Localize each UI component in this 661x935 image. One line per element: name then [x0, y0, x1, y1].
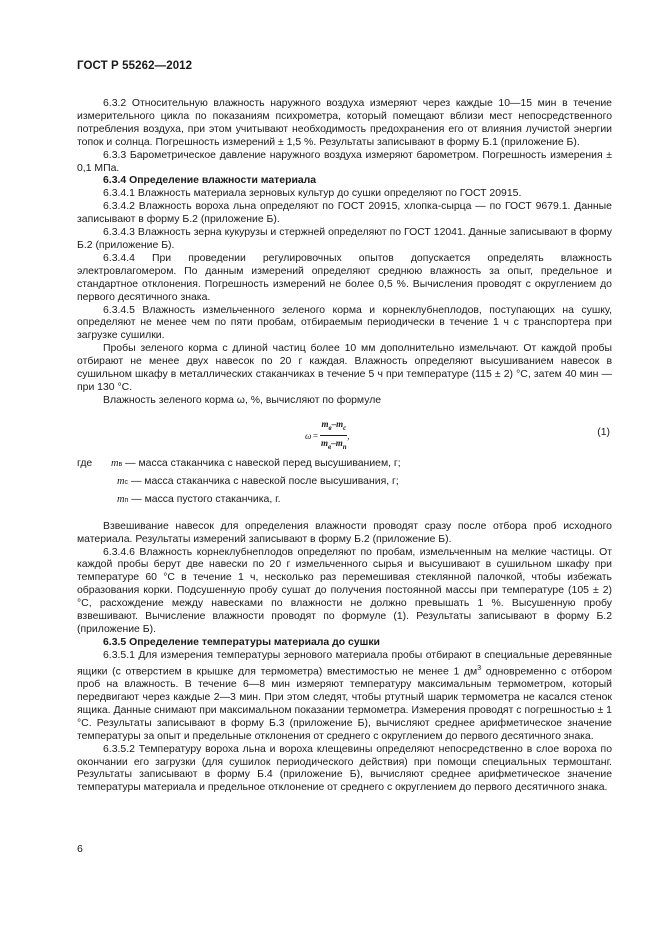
- formula-equals: =: [312, 430, 319, 441]
- section-heading: 6.3.4 Определение влажности материала: [103, 175, 317, 187]
- where-item: m с — масса стаканчика с навеской после высушивания, г;: [117, 475, 399, 487]
- running-header: ГОСТ Р 55262—2012: [77, 60, 193, 72]
- paragraph: Пробы зеленого корма с длиной частиц более 10 мм дополнительно измельчают. От каждой пробы отбирают не менее двух навесок по 20 г каждая. Влажность определяют высушиванием навесок в сушильном шкафу в металлических стаканчиках в течение 5 ч при температуре (115 ± 2) °С, затем 40 мин — при 130 °С.: [77, 343, 612, 393]
- paragraph: 6.3.2 Относительную влажность наружного воздуха измеряют через каждые 10—15 мин в течение измерительного цикла по показаниям психрометра, который помещают вблизи мест непосредственного потребления воздуха, при этом учитывают необходимость предохранения его от влияния лучистой энергии топок и солнца. Погрешность измерений ± 1,5 %. Результаты записывают в форму Б.1 (приложение Б).: [77, 98, 612, 148]
- page-body: [77, 98, 612, 795]
- where-word: где: [77, 457, 93, 469]
- paragraph: 6.3.4.6 Влажность корнеклубнеплодов определяют по пробам, измельченным на мелкие частицы. От каждой пробы берут две навески по 20 г измельченного сырья и высушивают в сушильном шкафу при температуре 60 °С в течение 1 ч, несколько раз перемешивая стеклянной палочкой, чтобы избежать образования корки. Подсушенную пробу сушат до получения постоянной массы при температуре (105 ± 2) °С, расхождение между навесками по влажности не должно превышать 1 %. Высушенную пробу взвешивают. Вычисление влажности проводят по формуле (1). Результаты записывают в форму Б.2 (приложение Б).: [77, 546, 612, 635]
- paragraph: 6.3.4.4 При проведении регулировочных опытов допускается определять влажность электровлагомером. По данным измерений определяют среднюю влажность за опыт, предельное и стандартное отклонения. Погрешность измерений не более 0,5 %. Вычисления проводят с округлением до первого десятичного знака.: [77, 252, 612, 303]
- formula-lhs: ω: [305, 430, 312, 441]
- formula-numerator: $m_в-m_с$: [320, 418, 347, 437]
- paragraph: 6.3.4.2 Влажность вороха льна определяют по ГОСТ 20915, хлопка-сырца — по ГОСТ 9679.1. Данные записывают в форму Б.2 (приложение Б).: [77, 201, 612, 226]
- formula-denominator: $m_в-m_п$: [321, 438, 347, 452]
- formula-number: (1): [597, 426, 610, 438]
- formula-fraction: [320, 418, 350, 454]
- paragraph: 6.3.5.2 Температуру вороха льна и вороха клещевины определяют непосредственно в слое вороха по окончании его загрузки (для сушилок периодического действия) при помощи специальных термоштанг. Результаты записывают в форму Б.4 (приложение Б), вычисляют среднее арифметическое значение температуры материала и предельное отклонение от среднего с округлением до первого десятичного знака.: [77, 743, 612, 794]
- where-item: где m в — масса стаканчика с навеской перед высушиванием, г;: [77, 457, 401, 469]
- paragraph: Влажность зеленого корма ω, %, вычисляют по формуле: [103, 394, 382, 406]
- paragraph: 6.3.3 Барометрическое давление наружного воздуха измеряют барометром. Погрешность измерения ± 0,1 МПа.: [77, 149, 612, 174]
- paragraph: 6.3.4.1 Влажность материала зерновых культур до сушки определяют по ГОСТ 20915.: [103, 188, 522, 200]
- section-heading: 6.3.5 Определение температуры материала до сушки: [103, 636, 380, 648]
- paragraph: 6.3.4.5 Влажность измельченного зеленого корма и корнеклубнеплодов, поступающих на сушку, определяют не менее чем по пяти пробам, отбираемым периодически в течение 1 ч с транспортера при загрузке сушилки.: [77, 304, 612, 342]
- formula-block: [77, 414, 612, 452]
- paragraph: 6.3.5.1 Для измерения температуры зернового материала пробы отбирают в специальные деревянные ящики (с отверстием в крышке для термометра) вместимостью не менее 1 $дм^3$ одновременно с отбором проб на влажность. В течение 6—8 мин измеряют температуру максимальным термометром, который передвигают через каждые 2—3 мин. При этом следят, чтобы ртутный шарик термометра не касался стенок ящика. Данные снимают при максимальном показании термометра. Измерения проводят с погрешностью ± 1 °С. Результаты записывают в форму Б.3 (приложение Б), вычисляют среднее арифметическое значение температуры за опыт и предельные отклонения от среднего с округлением до первого десятичного знака.: [77, 649, 612, 742]
- paragraph: 6.3.4.3 Влажность зерна кукурузы и стержней определяют по ГОСТ 12041. Данные записывают в форму Б.2 (приложение Б).: [77, 227, 612, 251]
- formula-tail: ,: [347, 430, 350, 441]
- where-list: [77, 458, 612, 512]
- paragraph: Взвешивание навесок для определения влажности проводят сразу после отбора проб исходного материала. Результаты измерений записывают в форму Б.2 (приложение Б).: [77, 520, 612, 545]
- page-number: 6: [77, 843, 83, 855]
- where-item: m п — масса пустого стаканчика, г.: [117, 493, 281, 505]
- formula-expression: [305, 418, 349, 454]
